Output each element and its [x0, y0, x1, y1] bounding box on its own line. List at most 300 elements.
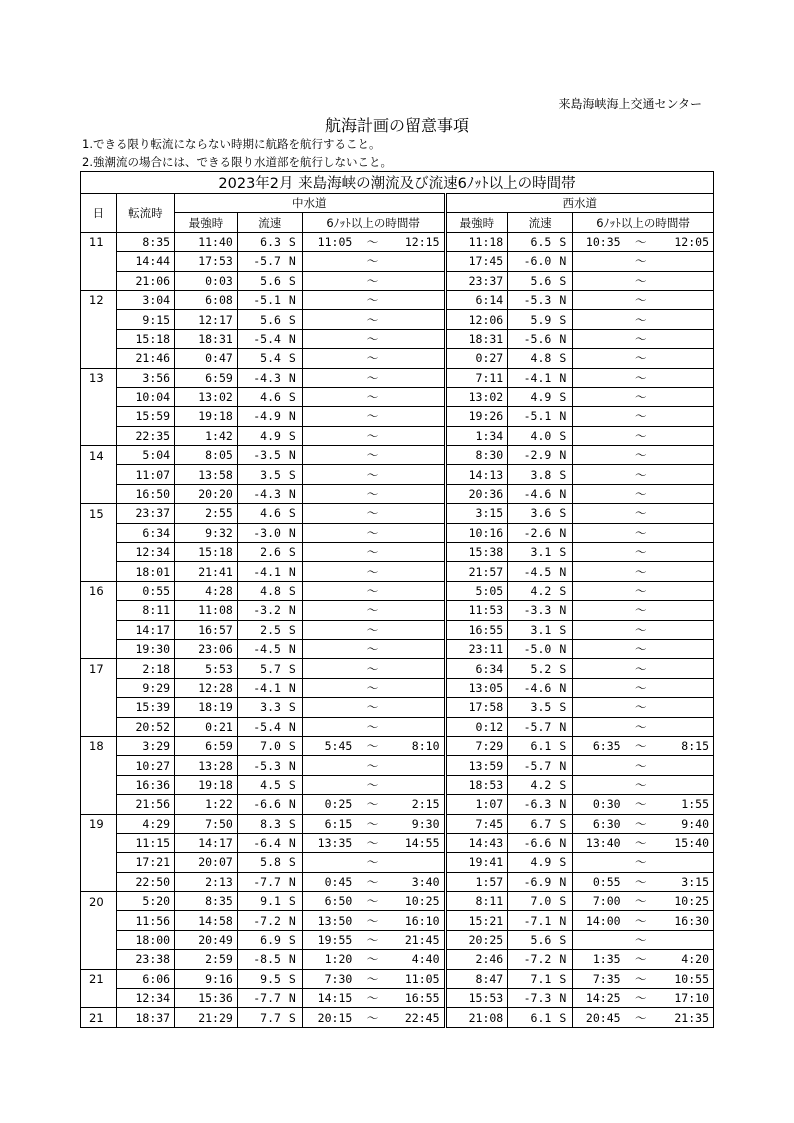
cell-nishi-range-end: 17:10 [657, 989, 714, 1008]
cell-naka-range-start [302, 407, 356, 426]
cell-naka-max-time: 18:31 [175, 329, 238, 348]
cell-nishi-max-time: 14:13 [445, 465, 508, 484]
cell-nishi-direction: S [555, 504, 572, 523]
cell-naka-max-time: 15:36 [175, 989, 238, 1008]
cell-nishi-range-end [657, 678, 714, 697]
cell-nishi-range-tilde: ～ [625, 892, 657, 911]
cell-turn-time: 3:56 [116, 368, 174, 387]
cell-day [81, 698, 117, 717]
cell-nishi-range-start [573, 717, 625, 736]
cell-nishi-range-start: 6:35 [573, 736, 625, 755]
cell-naka-speed: 3.5 [237, 465, 285, 484]
cell-nishi-range-start [573, 678, 625, 697]
table-row [81, 465, 714, 484]
cell-nishi-max-time: 15:53 [445, 989, 508, 1008]
table-row [81, 329, 714, 348]
cell-nishi-direction: N [555, 252, 572, 271]
cell-nishi-max-time: 6:34 [445, 659, 508, 678]
cell-naka-range-tilde: ～ [356, 465, 388, 484]
cell-day [81, 387, 117, 406]
cell-naka-range-end [389, 543, 445, 562]
cell-naka-speed: -5.4 [237, 717, 285, 736]
cell-naka-speed: 7.0 [237, 736, 285, 755]
cell-turn-time: 12:34 [116, 989, 174, 1008]
cell-naka-range-start: 7:30 [302, 969, 356, 988]
cell-naka-speed: 5.6 [237, 271, 285, 290]
cell-naka-range-end [389, 659, 445, 678]
cell-naka-direction: N [285, 523, 302, 542]
cell-nishi-range-tilde: ～ [625, 659, 657, 678]
cell-turn-time: 10:04 [116, 387, 174, 406]
cell-naka-range-end [389, 349, 445, 368]
cell-naka-max-time: 5:53 [175, 659, 238, 678]
cell-naka-max-time: 4:28 [175, 581, 238, 600]
cell-nishi-range-start [573, 562, 625, 581]
cell-turn-time: 9:29 [116, 678, 174, 697]
cell-naka-range-tilde: ～ [356, 736, 388, 755]
cell-naka-range-start [302, 446, 356, 465]
cell-turn-time: 16:36 [116, 775, 174, 794]
cell-naka-direction: S [285, 543, 302, 562]
table-row [81, 232, 714, 251]
cell-naka-range-tilde: ～ [356, 407, 388, 426]
cell-naka-range-tilde: ～ [356, 930, 388, 949]
cell-day [81, 310, 117, 329]
cell-nishi-range-end [657, 329, 714, 348]
table-row [81, 833, 714, 852]
cell-nishi-range-tilde: ～ [625, 271, 657, 290]
cell-naka-range-end [389, 523, 445, 542]
cell-nishi-range-end [657, 368, 714, 387]
table-row [81, 523, 714, 542]
cell-nishi-speed: -5.7 [508, 756, 556, 775]
header-nishi-range: 6ﾉｯﾄ以上の時間帯 [573, 213, 714, 232]
cell-nishi-range-start [573, 329, 625, 348]
cell-day [81, 795, 117, 814]
cell-naka-speed: 9.1 [237, 892, 285, 911]
cell-nishi-speed: -2.9 [508, 446, 556, 465]
cell-naka-range-start: 5:45 [302, 736, 356, 755]
cell-naka-range-end [389, 581, 445, 600]
cell-nishi-speed: -6.3 [508, 795, 556, 814]
cell-turn-time: 6:06 [116, 969, 174, 988]
cell-naka-speed: 5.4 [237, 349, 285, 368]
table-row [81, 446, 714, 465]
cell-naka-speed: -5.1 [237, 290, 285, 309]
cell-nishi-speed: 3.5 [508, 698, 556, 717]
table-row [81, 930, 714, 949]
cell-naka-direction: S [285, 930, 302, 949]
cell-nishi-range-start [573, 853, 625, 872]
cell-naka-direction: S [285, 310, 302, 329]
cell-turn-time: 22:50 [116, 872, 174, 891]
cell-nishi-max-time: 1:07 [445, 795, 508, 814]
cell-nishi-range-end [657, 465, 714, 484]
cell-nishi-speed: 6.5 [508, 232, 556, 251]
cell-naka-max-time: 21:41 [175, 562, 238, 581]
table-row [81, 290, 714, 309]
cell-naka-range-start: 1:20 [302, 950, 356, 969]
cell-nishi-range-tilde: ～ [625, 426, 657, 445]
cell-naka-range-tilde: ～ [356, 426, 388, 445]
cell-nishi-range-end: 21:35 [657, 1008, 714, 1027]
cell-turn-time: 15:39 [116, 698, 174, 717]
cell-nishi-max-time: 1:34 [445, 426, 508, 445]
cell-nishi-range-end: 12:05 [657, 232, 714, 251]
cell-nishi-direction: S [555, 969, 572, 988]
cell-nishi-range-start [573, 446, 625, 465]
cell-day: 16 [81, 581, 117, 600]
cell-nishi-speed: -7.1 [508, 911, 556, 930]
cell-naka-direction: S [285, 271, 302, 290]
cell-nishi-range-tilde: ～ [625, 717, 657, 736]
cell-naka-range-tilde: ～ [356, 775, 388, 794]
table-row [81, 426, 714, 445]
cell-naka-max-time: 13:02 [175, 387, 238, 406]
cell-naka-range-tilde: ～ [356, 795, 388, 814]
cell-nishi-range-tilde: ～ [625, 1008, 657, 1027]
table-row [81, 678, 714, 697]
cell-nishi-range-start [573, 407, 625, 426]
table-row [81, 271, 714, 290]
cell-naka-speed: 5.7 [237, 659, 285, 678]
cell-naka-direction: N [285, 484, 302, 503]
cell-nishi-speed: -7.2 [508, 950, 556, 969]
cell-nishi-range-start [573, 387, 625, 406]
cell-naka-speed: -7.7 [237, 989, 285, 1008]
cell-naka-max-time: 16:57 [175, 620, 238, 639]
table-row [81, 775, 714, 794]
cell-nishi-max-time: 17:45 [445, 252, 508, 271]
cell-naka-range-start [302, 581, 356, 600]
cell-day: 13 [81, 368, 117, 387]
table-row [81, 989, 714, 1008]
cell-nishi-range-start: 14:25 [573, 989, 625, 1008]
cell-nishi-range-end [657, 756, 714, 775]
cell-nishi-speed: -4.1 [508, 368, 556, 387]
cell-nishi-range-tilde: ～ [625, 484, 657, 503]
cell-nishi-speed: -4.6 [508, 678, 556, 697]
cell-naka-range-start [302, 601, 356, 620]
cell-nishi-range-start [573, 930, 625, 949]
cell-day [81, 833, 117, 852]
table-row [81, 581, 714, 600]
cell-nishi-range-tilde: ～ [625, 387, 657, 406]
cell-naka-speed: 4.8 [237, 581, 285, 600]
cell-naka-range-end: 4:40 [389, 950, 445, 969]
cell-naka-range-start [302, 310, 356, 329]
table-row [81, 601, 714, 620]
cell-naka-max-time: 0:47 [175, 349, 238, 368]
cell-day [81, 775, 117, 794]
cell-naka-speed: 5.6 [237, 310, 285, 329]
cell-naka-speed: -3.5 [237, 446, 285, 465]
cell-nishi-range-tilde: ～ [625, 950, 657, 969]
cell-nishi-max-time: 7:11 [445, 368, 508, 387]
cell-nishi-range-end: 10:55 [657, 969, 714, 988]
cell-turn-time: 21:06 [116, 271, 174, 290]
cell-naka-range-end [389, 387, 445, 406]
cell-nishi-speed: -6.6 [508, 833, 556, 852]
cell-nishi-range-tilde: ～ [625, 543, 657, 562]
cell-nishi-direction: S [555, 271, 572, 290]
cell-turn-time: 10:27 [116, 756, 174, 775]
cell-naka-range-tilde: ～ [356, 601, 388, 620]
cell-nishi-direction: S [555, 465, 572, 484]
table-row [81, 310, 714, 329]
header-nishi-speed: 流速 [508, 213, 573, 232]
cell-nishi-speed: 5.9 [508, 310, 556, 329]
cell-nishi-max-time: 23:11 [445, 639, 508, 658]
cell-nishi-speed: -6.9 [508, 872, 556, 891]
cell-nishi-range-start: 20:45 [573, 1008, 625, 1027]
table-row [81, 387, 714, 406]
cell-naka-range-end [389, 562, 445, 581]
cell-naka-range-tilde: ～ [356, 504, 388, 523]
cell-naka-direction: N [285, 717, 302, 736]
cell-nishi-range-start [573, 639, 625, 658]
cell-nishi-range-end [657, 271, 714, 290]
cell-naka-max-time: 2:13 [175, 872, 238, 891]
table-row [81, 562, 714, 581]
cell-nishi-max-time: 8:30 [445, 446, 508, 465]
cell-turn-time: 4:29 [116, 814, 174, 833]
cell-naka-range-tilde: ～ [356, 989, 388, 1008]
cell-naka-speed: -4.9 [237, 407, 285, 426]
cell-naka-direction: S [285, 892, 302, 911]
cell-nishi-range-start [573, 310, 625, 329]
cell-day [81, 872, 117, 891]
cell-naka-max-time: 11:08 [175, 601, 238, 620]
cell-naka-range-tilde: ～ [356, 911, 388, 930]
note-2: 2.強潮流の場合には、できる限り水道部を航行しないこと。 [82, 155, 392, 169]
cell-naka-range-tilde: ～ [356, 698, 388, 717]
cell-naka-range-end: 10:25 [389, 892, 445, 911]
cell-nishi-speed: 4.8 [508, 349, 556, 368]
cell-nishi-range-end [657, 601, 714, 620]
cell-nishi-range-end [657, 717, 714, 736]
cell-naka-range-start [302, 387, 356, 406]
cell-day [81, 930, 117, 949]
cell-naka-direction: N [285, 601, 302, 620]
cell-naka-range-start [302, 543, 356, 562]
cell-turn-time: 22:35 [116, 426, 174, 445]
cell-nishi-speed: -5.3 [508, 290, 556, 309]
table-row [81, 620, 714, 639]
cell-nishi-direction: S [555, 310, 572, 329]
cell-naka-range-tilde: ～ [356, 814, 388, 833]
cell-nishi-max-time: 13:05 [445, 678, 508, 697]
cell-nishi-range-end [657, 543, 714, 562]
cell-naka-range-start [302, 698, 356, 717]
cell-day [81, 484, 117, 503]
cell-naka-speed: -7.2 [237, 911, 285, 930]
cell-nishi-range-tilde: ～ [625, 639, 657, 658]
cell-naka-range-start [302, 717, 356, 736]
cell-nishi-range-tilde: ～ [625, 989, 657, 1008]
cell-nishi-range-tilde: ～ [625, 349, 657, 368]
table-row [81, 543, 714, 562]
cell-naka-speed: -7.7 [237, 872, 285, 891]
cell-turn-time: 0:55 [116, 581, 174, 600]
cell-naka-range-start [302, 465, 356, 484]
cell-naka-direction: S [285, 387, 302, 406]
cell-nishi-range-end [657, 349, 714, 368]
cell-nishi-range-end [657, 407, 714, 426]
cell-naka-speed: 9.5 [237, 969, 285, 988]
cell-naka-max-time: 8:35 [175, 892, 238, 911]
cell-naka-range-end: 16:55 [389, 989, 445, 1008]
cell-nishi-range-end [657, 504, 714, 523]
cell-nishi-range-start [573, 659, 625, 678]
cell-nishi-direction: S [555, 349, 572, 368]
cell-nishi-range-tilde: ～ [625, 329, 657, 348]
cell-naka-range-start: 13:35 [302, 833, 356, 852]
cell-turn-time: 11:15 [116, 833, 174, 852]
cell-naka-range-end [389, 756, 445, 775]
cell-turn-time: 9:15 [116, 310, 174, 329]
cell-naka-direction: N [285, 368, 302, 387]
cell-naka-direction: N [285, 329, 302, 348]
cell-naka-max-time: 6:08 [175, 290, 238, 309]
cell-nishi-speed: 7.1 [508, 969, 556, 988]
table-row [81, 756, 714, 775]
cell-naka-range-start [302, 349, 356, 368]
cell-nishi-range-start [573, 290, 625, 309]
cell-turn-time: 21:46 [116, 349, 174, 368]
cell-naka-max-time: 20:07 [175, 853, 238, 872]
cell-day: 12 [81, 290, 117, 309]
cell-naka-range-tilde: ～ [356, 581, 388, 600]
cell-nishi-direction: N [555, 523, 572, 542]
cell-nishi-range-end: 3:15 [657, 872, 714, 891]
cell-nishi-max-time: 13:59 [445, 756, 508, 775]
cell-nishi-range-start [573, 775, 625, 794]
cell-naka-range-start: 6:15 [302, 814, 356, 833]
cell-nishi-speed: 5.2 [508, 659, 556, 678]
cell-naka-max-time: 1:22 [175, 795, 238, 814]
cell-naka-speed: 6.9 [237, 930, 285, 949]
cell-turn-time: 11:07 [116, 465, 174, 484]
cell-naka-direction: S [285, 1008, 302, 1027]
cell-nishi-direction: S [555, 698, 572, 717]
cell-naka-range-start [302, 620, 356, 639]
cell-naka-speed: 4.5 [237, 775, 285, 794]
cell-naka-range-tilde: ～ [356, 271, 388, 290]
cell-naka-direction: S [285, 814, 302, 833]
cell-naka-direction: S [285, 581, 302, 600]
cell-nishi-range-tilde: ～ [625, 736, 657, 755]
table-row [81, 659, 714, 678]
cell-nishi-range-start [573, 484, 625, 503]
cell-naka-range-end [389, 310, 445, 329]
cell-turn-time: 18:00 [116, 930, 174, 949]
cell-naka-range-end: 22:45 [389, 1008, 445, 1027]
cell-nishi-speed: 4.2 [508, 775, 556, 794]
cell-nishi-speed: 6.7 [508, 814, 556, 833]
cell-naka-range-end [389, 775, 445, 794]
table-row [81, 252, 714, 271]
table-row [81, 969, 714, 988]
cell-naka-range-tilde: ～ [356, 756, 388, 775]
cell-naka-direction: N [285, 446, 302, 465]
cell-naka-speed: 7.7 [237, 1008, 285, 1027]
cell-naka-range-start: 6:50 [302, 892, 356, 911]
cell-naka-range-end: 12:15 [389, 232, 445, 251]
tidal-current-table [80, 171, 714, 1028]
cell-naka-range-end: 11:05 [389, 969, 445, 988]
cell-naka-range-end: 8:10 [389, 736, 445, 755]
cell-nishi-max-time: 7:45 [445, 814, 508, 833]
cell-naka-direction: S [285, 620, 302, 639]
cell-day [81, 678, 117, 697]
cell-turn-time: 19:30 [116, 639, 174, 658]
cell-naka-range-end [389, 252, 445, 271]
cell-naka-direction: N [285, 407, 302, 426]
cell-nishi-direction: N [555, 833, 572, 852]
cell-nishi-range-end [657, 620, 714, 639]
cell-naka-range-tilde: ～ [356, 892, 388, 911]
cell-naka-range-end [389, 601, 445, 620]
cell-naka-speed: 2.5 [237, 620, 285, 639]
cell-naka-range-tilde: ～ [356, 329, 388, 348]
cell-naka-range-start [302, 523, 356, 542]
cell-nishi-max-time: 2:46 [445, 950, 508, 969]
table-row [81, 504, 714, 523]
cell-naka-max-time: 17:53 [175, 252, 238, 271]
cell-day [81, 620, 117, 639]
cell-nishi-max-time: 8:47 [445, 969, 508, 988]
cell-day [81, 950, 117, 969]
cell-turn-time: 5:04 [116, 446, 174, 465]
cell-nishi-direction: S [555, 775, 572, 794]
table-row [81, 795, 714, 814]
cell-naka-direction: N [285, 562, 302, 581]
cell-nishi-range-end [657, 484, 714, 503]
table-row [81, 484, 714, 503]
cell-nishi-range-start: 10:35 [573, 232, 625, 251]
cell-naka-range-end [389, 446, 445, 465]
cell-naka-speed: 4.6 [237, 504, 285, 523]
cell-nishi-direction: S [555, 892, 572, 911]
header-naka-channel: 中水道 [175, 194, 445, 213]
cell-naka-range-tilde: ～ [356, 1008, 388, 1027]
cell-nishi-max-time: 11:18 [445, 232, 508, 251]
cell-nishi-direction: N [555, 950, 572, 969]
cell-nishi-max-time: 1:57 [445, 872, 508, 891]
cell-naka-max-time: 9:32 [175, 523, 238, 542]
cell-turn-time: 3:29 [116, 736, 174, 755]
cell-naka-max-time: 20:49 [175, 930, 238, 949]
cell-nishi-max-time: 6:14 [445, 290, 508, 309]
cell-day: 21 [81, 1008, 117, 1027]
cell-nishi-speed: 3.1 [508, 543, 556, 562]
cell-nishi-max-time: 10:16 [445, 523, 508, 542]
table-row [81, 639, 714, 658]
cell-nishi-max-time: 0:12 [445, 717, 508, 736]
cell-naka-speed: -6.4 [237, 833, 285, 852]
cell-naka-speed: -8.5 [237, 950, 285, 969]
cell-day [81, 601, 117, 620]
cell-naka-max-time: 0:03 [175, 271, 238, 290]
cell-nishi-range-tilde: ～ [625, 465, 657, 484]
cell-naka-range-end [389, 290, 445, 309]
cell-day [81, 543, 117, 562]
cell-day: 19 [81, 814, 117, 833]
cell-nishi-direction: S [555, 930, 572, 949]
cell-nishi-range-start [573, 465, 625, 484]
cell-nishi-direction: S [555, 736, 572, 755]
